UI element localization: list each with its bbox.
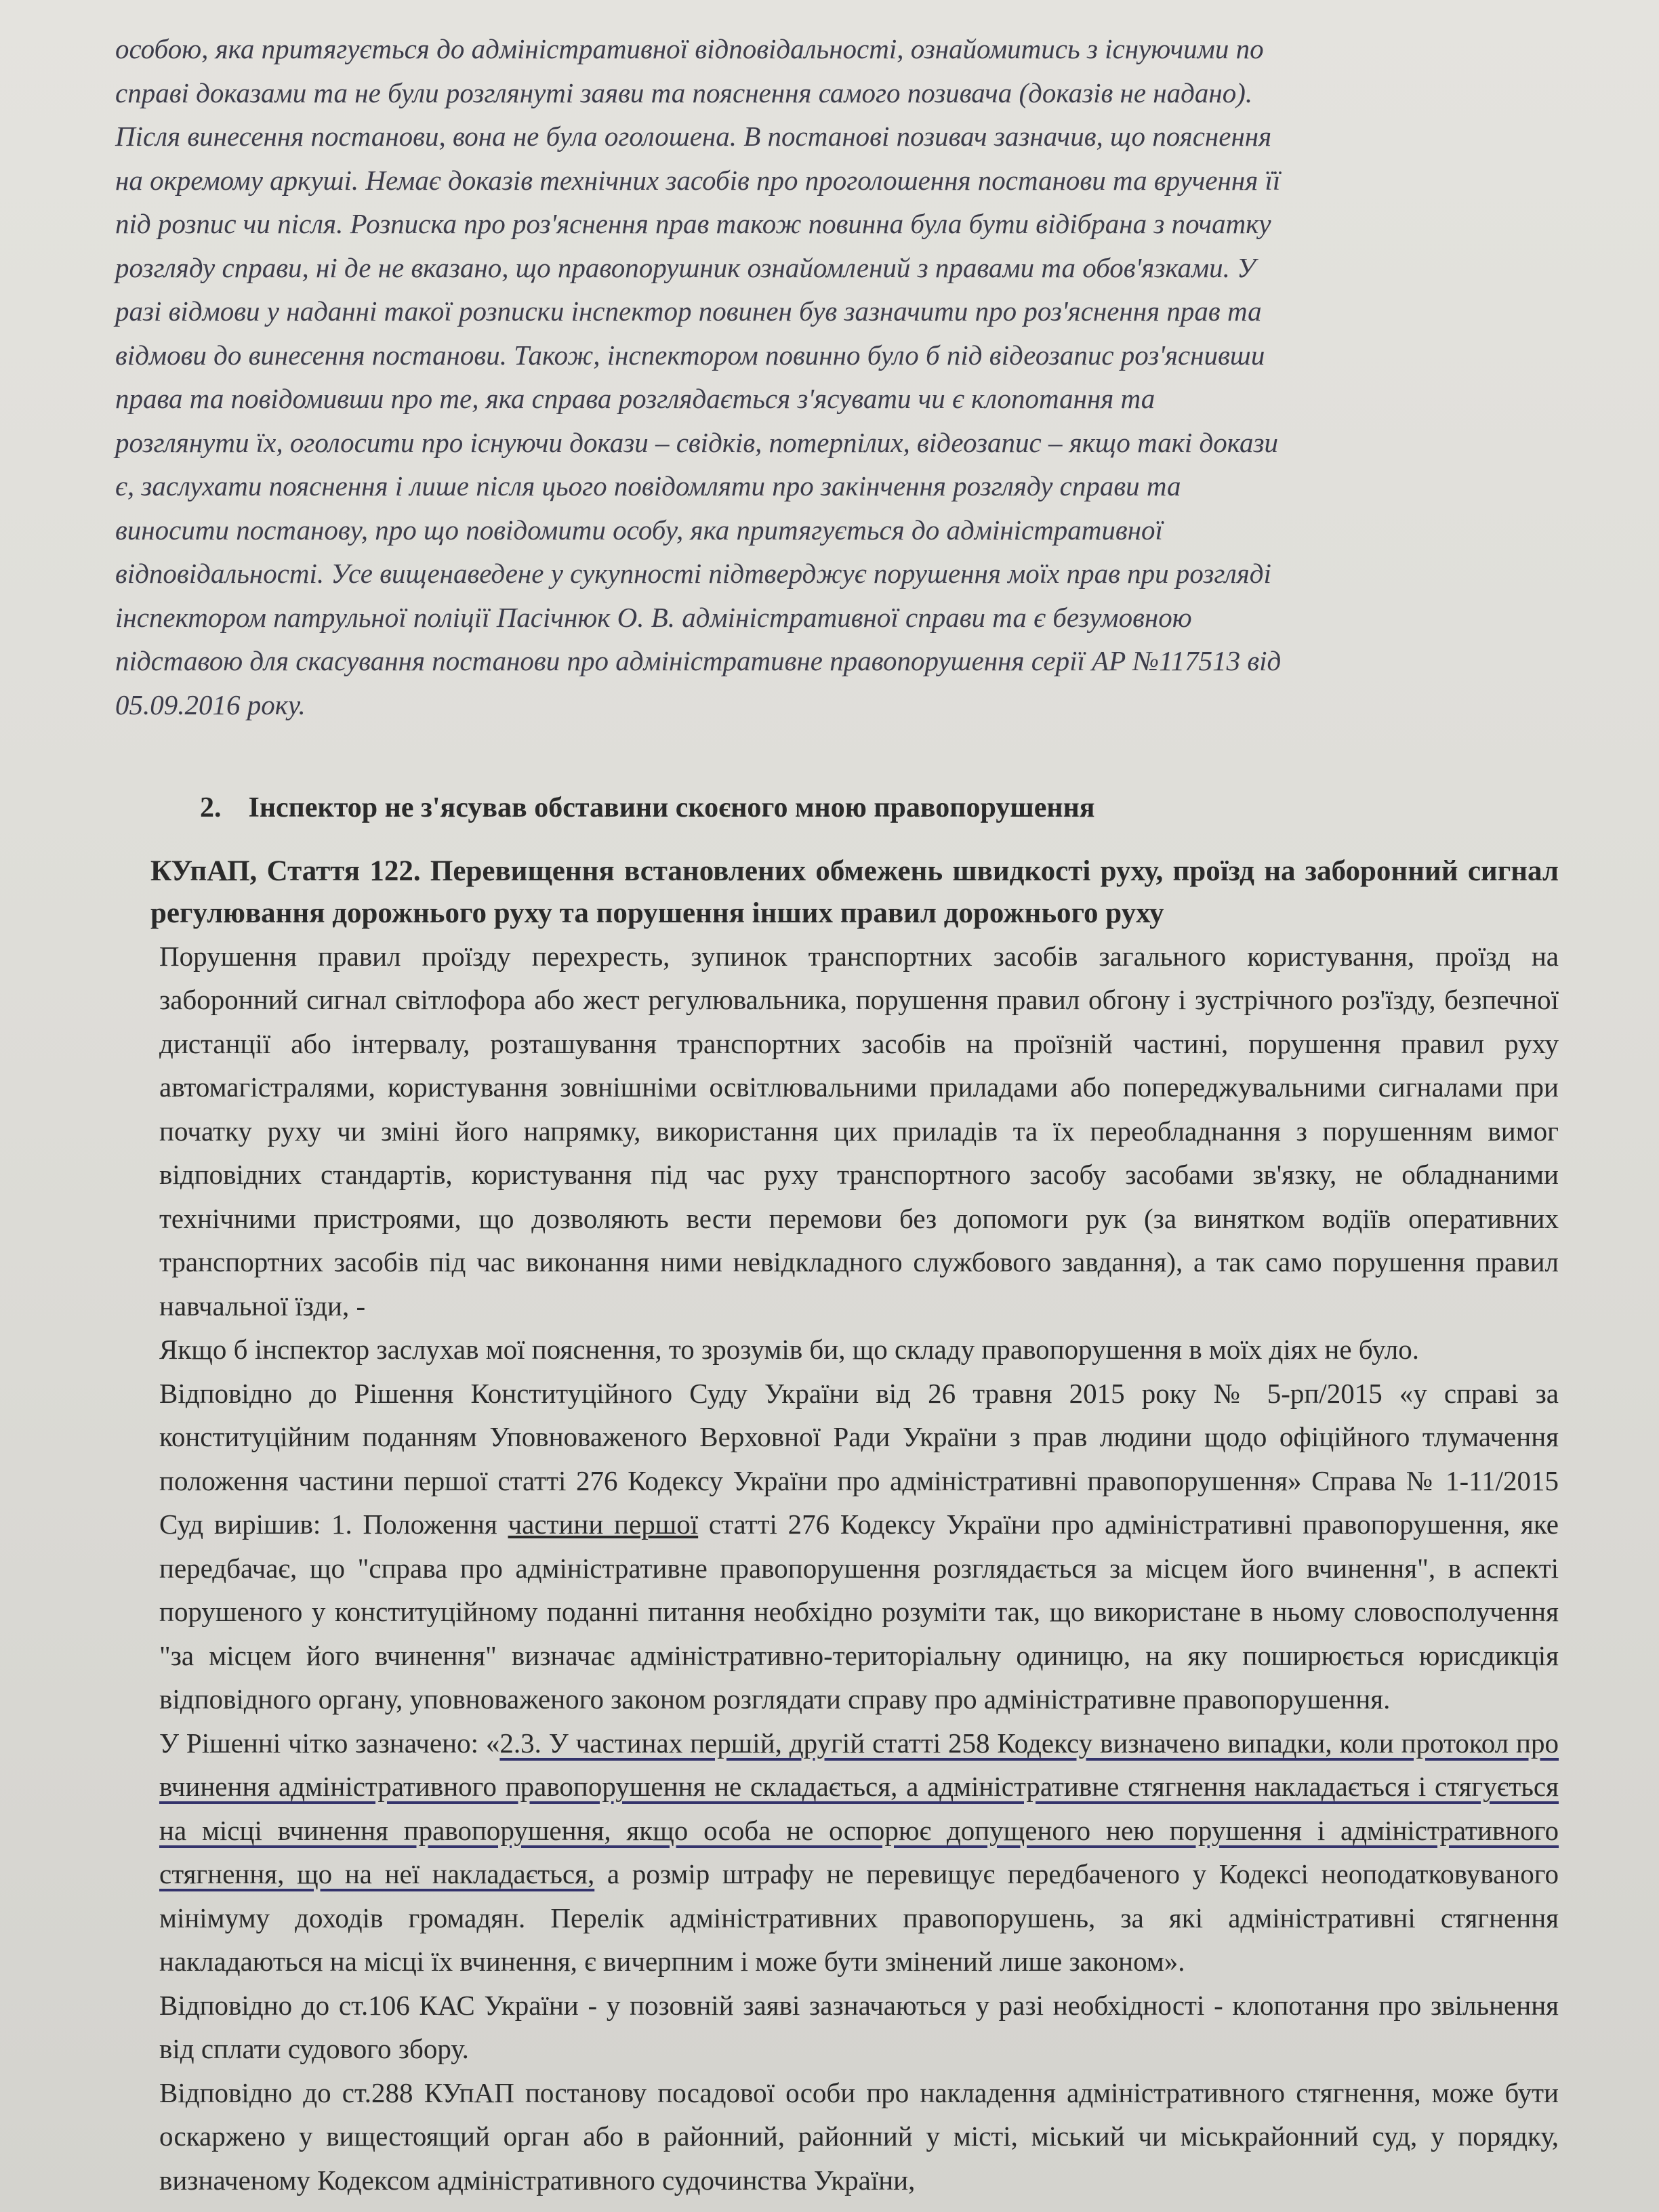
text-line: розгляду справи, ні де не вказано, що правопорушник ознайомлений з правами та обов'язками. У (115, 251, 1256, 283)
text-line: відмови до винесення постанови. Також, інспектором повинно було б під відеозапис роз'яснивши (115, 339, 1265, 371)
ruling-highlight: 2.3. У частинах першій, другій статті 258 Кодексу визначено випадки, коли протокол про вчинення адміністративного правопорушення не складається, а адміністративне стягнення накладається і стягується на місці вчинення правопорушення, якщо особа не оспорює допущеного нею порушення і адміністративного стягнення, що на неї накладається, (159, 1727, 1559, 1889)
main-text (115, 935, 1559, 2203)
text-line: разі відмови у наданні такої розписки інспектор повинен був зазначити про роз'яснення прав та (115, 295, 1262, 327)
text-line: розглянути їх, оголосити про існуючи докази – свідків, потерпілих, відеозапис – якщо такі докази (115, 426, 1278, 458)
text-line: справі доказами та не були розглянуті заяви та пояснення самого позивача (доказів не надано). (115, 77, 1253, 108)
text-line: є, заслухати пояснення і лише після цього повідомляти про закінчення розгляду справи та (115, 470, 1181, 501)
article-text: Порушення правил проїзду перехресть, зупинок транспортних засобів загального користування, проїзд на заборонний сигнал світлофора або жест регулювальника, порушення правил обгону і зустрічного роз'їзду, безпечної дистанції або інтервалу, розташування транспортних засобів на проїзній частині, порушення правил руху автомагістралями, користування зовнішніми освітлювальними приладами або попереджувальними сигналами при початку руху чи зміні його напрямку, використання цих приладів та їх переобладнання з порушенням вимог відповідних стандартів, користування під час руху транспортного засобу засобами зв'язку, не обладнаними технічними пристроями, що дозволяють вести перемови без допомоги рук (за винятком водіїв оперативних транспортних засобів під час виконання ними невідкладного службового завдання), а так само порушення правил навчальної їзди, - (159, 940, 1559, 1322)
section-title: Інспектор не з'ясував обставини скоєного мною правопорушення (248, 792, 1095, 823)
text-line: особою, яка притягується до адміністративної відповідальності, ознайомитись з існуючими по (115, 33, 1264, 64)
text-line: на окремому аркуші. Немає доказів технічних засобів про проголошення постанови та вручення її (115, 164, 1281, 196)
intro-paragraph (115, 27, 1559, 726)
section-number: 2. (200, 792, 222, 823)
paragraph-decision (159, 1372, 1559, 1721)
decision-link[interactable]: частини першої (508, 1509, 699, 1540)
paragraph-kupap: Відповідно до ст.288 КУпАП постанову посадової особи про накладення адміністративного стягнення, може бути оскаржено у вищестоящий орган або в районний, районний у місті, міський чи міськрайонний суд, у порядку, визначеному Кодексом адміністративного судочинства України, (159, 2076, 1559, 2196)
text-line: Після винесення постанови, вона не була оголошена. В постанові позивач зазначив, що пояснення (115, 121, 1272, 152)
text-line: під розпис чи після. Розписка про роз'яснення прав також повинна була бути відібрана з початку (115, 208, 1271, 239)
ruling-text-b: а розмір штрафу не перевищує передбаченого у Кодексі неоподатковуваного мінімуму доходів громадян. Перелік адміністративних правопорушень, за які адміністративні стягнення накладаються на місці їх вчинення, є вичерпним і може бути змінений лише законом». (159, 1858, 1559, 1977)
paragraph-kas: Відповідно до ст.106 КАС України - у позовній заяві зазначаються у разі необхідності - клопотання про звільнення від сплати судового збору. (159, 1989, 1559, 2064)
section-heading (115, 786, 1559, 830)
text-line: права та повідомивши про те, яка справа розглядається з'ясувати чи є клопотання та (115, 383, 1155, 414)
text-line: виносити постанову, про що повідомити особу, яка притягується до адміністративної (115, 514, 1163, 546)
article-title: КУпАП, Стаття 122. Перевищення встановлених обмежень швидкості руху, проїзд на заборонний сигнал регулювання дорожнього руху та порушення інших правил дорожнього руху (150, 855, 1559, 929)
document-body (115, 27, 1559, 2202)
decision-text-a: Відповідно до Рішення Конституційного Суду України від 26 травня 2015 року № 5-рп/2015 «у справі за конституційним поданням Уповноваженого Верховної Ради України з прав людини щодо офіційного тлумачення положення частини першої статті 276 Кодексу України про адміністративні правопорушення» Справа № 1-11/2015 Суд вирішив: 1. Положення (159, 1377, 1559, 1540)
text-line: інспектором патрульної поліції Пасічнюк О. В. адміністративної справи та є безумовною (115, 601, 1192, 633)
text-line: відповідальності. Усе вищенаведене у сукупності підтверджує порушення моїх прав при розгляді (115, 558, 1271, 589)
paragraph-explanation: Якщо б інспектор заслухав мої пояснення, то зрозумів би, що складу правопорушення в моїх діях не було. (159, 1334, 1419, 1365)
text-line: підставою для скасування постанови про адміністративне правопорушення серії АР №117513 від (115, 645, 1282, 676)
ruling-text-a: У Рішенні чітко зазначено: « (159, 1727, 500, 1759)
paragraph-ruling (159, 1721, 1559, 1984)
decision-text-b: статті 276 Кодексу України про адміністративні правопорушення, яке передбачає, що "справа про адміністративне правопорушення розглядається за місцем його вчинення", в аспекті порушеного у конституційному поданні питання необхідно розуміти так, що використане в ньому словосполучення "за місцем його вчинення" визначає адміністративно-територіальну одиницю, на яку поширюється юрисдикція відповідного органу, уповноваженого законом розглядати справу про адміністративне правопорушення. (159, 1509, 1559, 1715)
text-line: 05.09.2016 року. (115, 689, 306, 720)
